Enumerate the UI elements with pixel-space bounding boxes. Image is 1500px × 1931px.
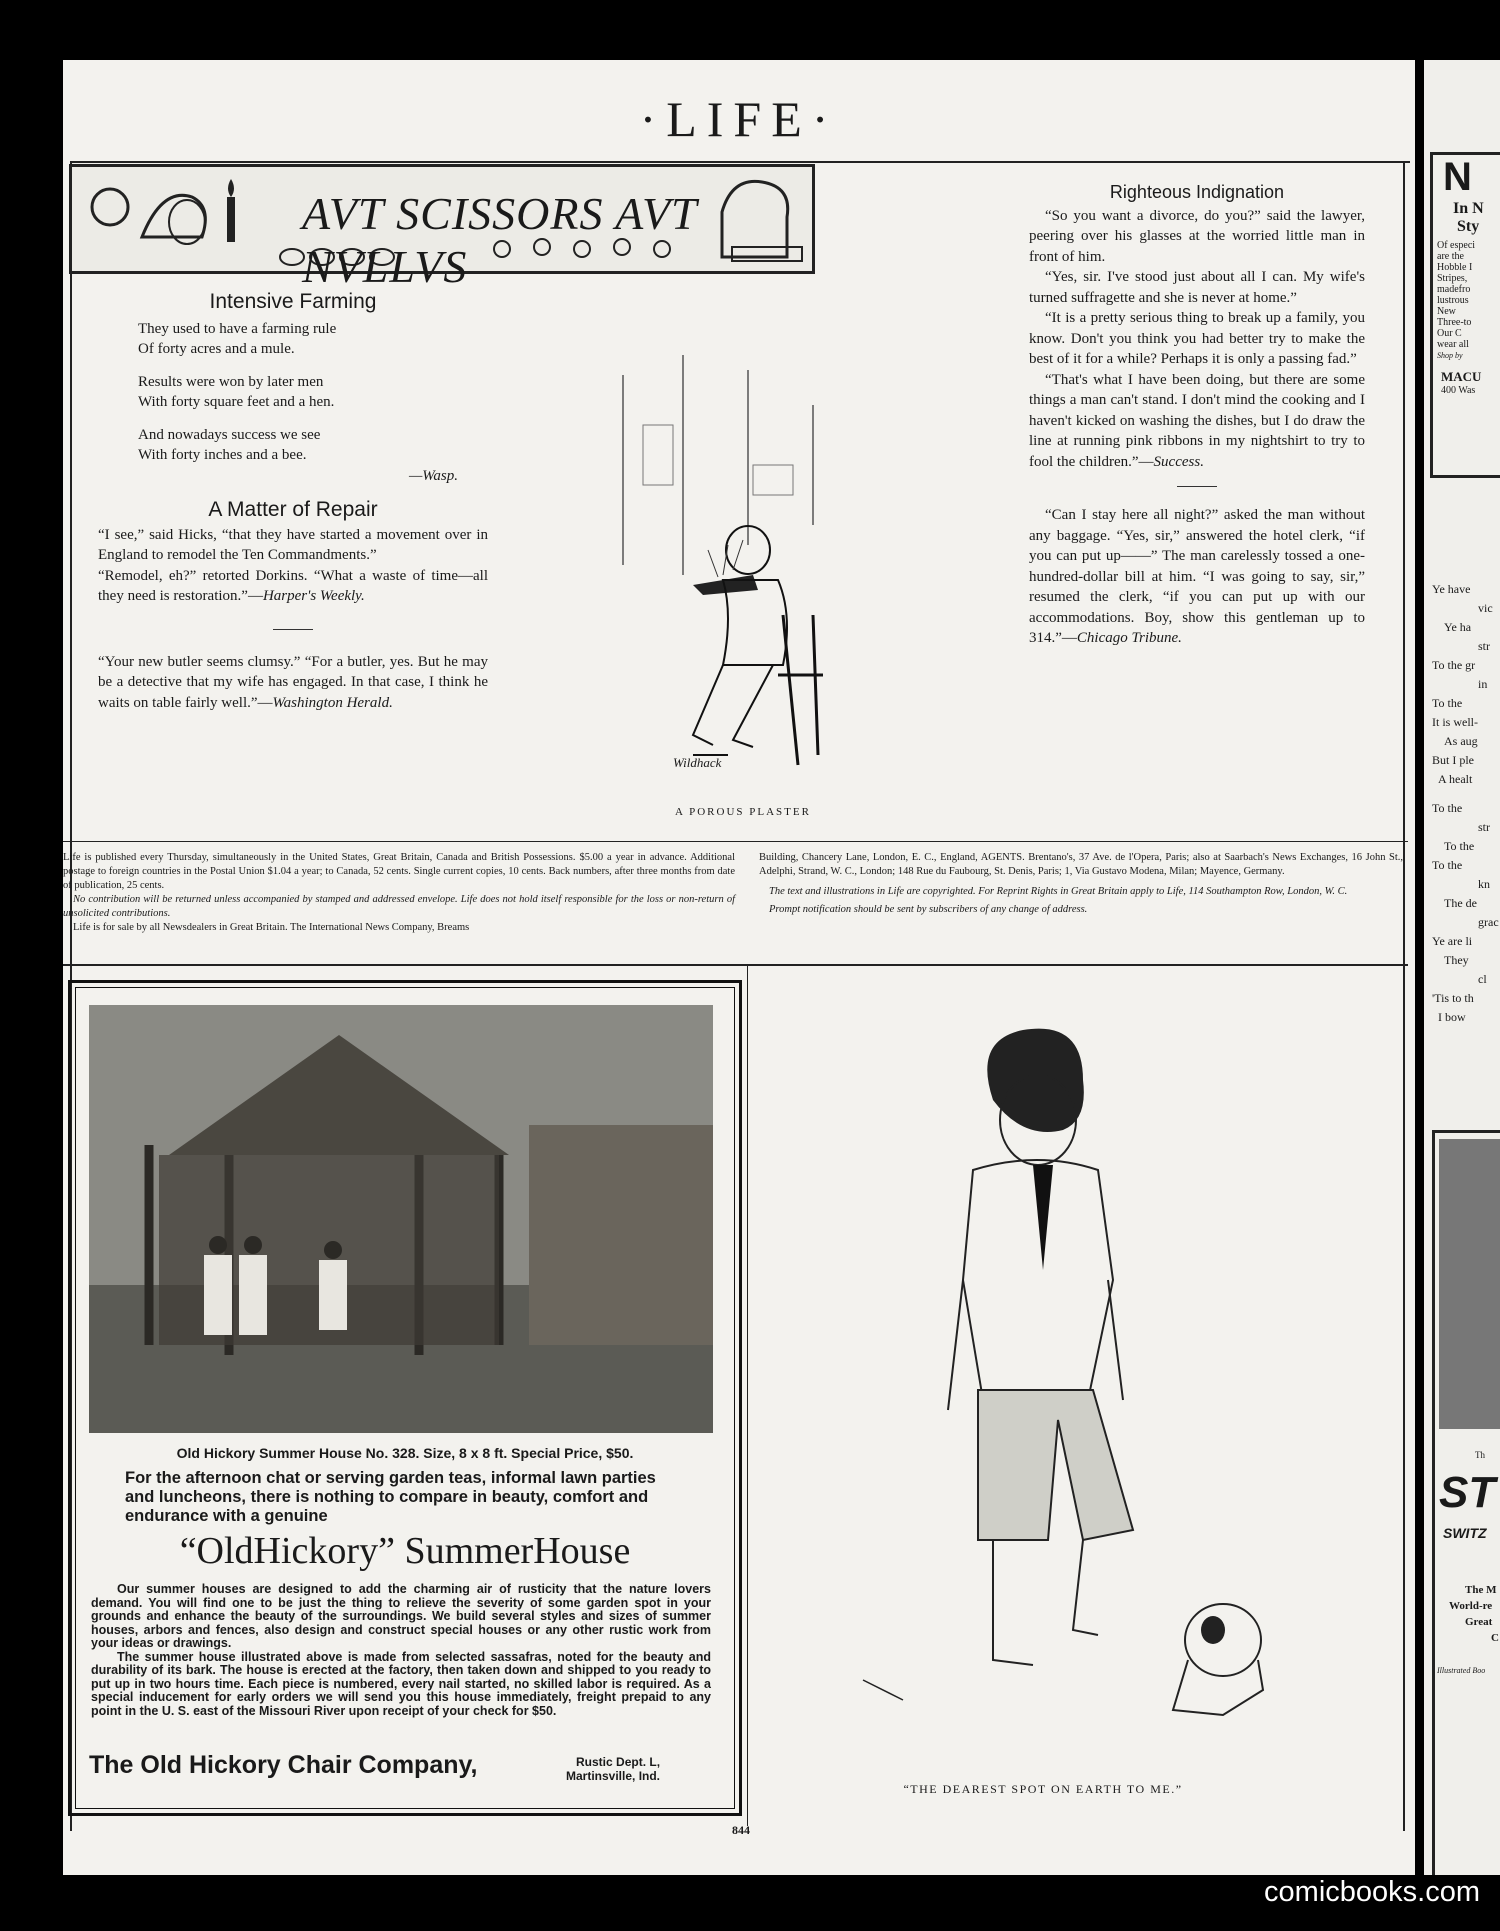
masthead: ·LIFE· (639, 91, 839, 147)
adjacent-poem-line: in (1478, 677, 1488, 691)
watermark-text: comicbooks.com (1264, 1876, 1480, 1908)
ad-photo-caption: Old Hickory Summer House No. 328. Size, 8 x 8 ft. Special Price, $50. (176, 1445, 634, 1461)
adjacent-poem-line: I bow (1438, 1010, 1466, 1024)
ad-city-line: Martinsville, Ind. (566, 1769, 661, 1783)
adjacent-ad-st: ST (1439, 1468, 1496, 1517)
adjacent-ad-small-line: Of especi (1437, 240, 1476, 251)
adjacent-ad-box (1430, 152, 1500, 478)
righteous-para: “Yes, sir. I've stood just about all I can. My wife's turned suffragette and she is never at home.” (1029, 269, 1365, 306)
adjacent-ad-line: Sty (1457, 218, 1480, 235)
adjacent-poem (1424, 580, 1500, 1027)
top-frame-rule (70, 161, 1410, 163)
righteous-para-text: “That's what I have been doing, but there are some things a man can't stand. I don't mind the cooking and I haven't kicked on washing the dishes, but I do draw the line at running pink ribbons in my nightshirt to try to fool the children.”— (1029, 371, 1365, 470)
notice-right-2: The text and illustrations in Life are copyrighted. For Reprint Rights in Great Britain apply to Life, 114 Southampton Row, London, W. C. (769, 886, 1348, 897)
adjacent-ad-line: World-re (1449, 1600, 1493, 1612)
intensive-farming-poem (98, 319, 488, 487)
ad-company-name: The Old Hickory Chair Company, (89, 1751, 478, 1779)
poem-line: Of forty acres and a mule. (138, 341, 295, 357)
righteous-heading: Righteous Indignation (1109, 182, 1285, 202)
notice-left (63, 851, 735, 935)
ad-body (91, 1583, 711, 1718)
adjacent-ad-small-text (1433, 240, 1500, 361)
adjacent-poem-line: It is well- (1432, 715, 1478, 729)
left-text-column (98, 292, 488, 713)
adjacent-poem-line: Ye have (1432, 582, 1471, 596)
ad-title: “OldHickory” SummerHouse (179, 1530, 631, 1572)
column-divider (747, 966, 748, 1826)
banner-title: AVT SCISSORS AVT NVLLVS (302, 188, 697, 292)
baggage-joke (1029, 505, 1365, 649)
adjacent-ad-small-line: wear all (1437, 339, 1469, 350)
adjacent-poem-line: str (1478, 639, 1490, 653)
adjacent-ad-line: The M (1465, 1584, 1497, 1596)
adjacent-poem-line: A healt (1438, 772, 1473, 786)
adjacent-poem-line: To the (1444, 839, 1475, 853)
aut-scissors-banner (69, 164, 815, 292)
adjacent-poem-line: 'Tis to th (1432, 991, 1474, 1005)
poem-line: They used to have a farming rule (138, 320, 337, 337)
adjacent-ad-foot: 400 Was (1441, 385, 1476, 396)
adjacent-ad-line: C (1491, 1632, 1499, 1644)
butler-joke (98, 652, 488, 714)
butler-source: Washington Herald. (272, 694, 393, 711)
righteous-source: Success. (1153, 453, 1204, 470)
cartoon-drawing (583, 315, 833, 820)
repair-para-2-text: “Remodel, eh?” retorted Dorkins. “What a waste of time—all they need is restoration.”— (98, 567, 488, 604)
righteous-para: “It is a pretty serious thing to break up a family, you know. Don't you think you had better try to make the best of it for a while? Perhaps it is only a passing fad.” (1029, 310, 1365, 367)
adjacent-ad-box-2 (1432, 1130, 1500, 1875)
adjacent-poem-line: The de (1444, 896, 1477, 910)
summer-house-illustration (89, 1005, 713, 1433)
right-text-column (1029, 182, 1365, 649)
dearest-spot-caption: “THE DEAREST SPOT ON EARTH TO ME.” (903, 1782, 1183, 1796)
adjacent-poem-line: They (1444, 953, 1469, 967)
adjacent-ad-small-line: Stripes, (1437, 273, 1468, 284)
repair-source: Harper's Weekly. (262, 588, 365, 604)
righteous-para: “So you want a divorce, do you?” said the lawyer, peering over his glasses at the worried little man in front of him. (1029, 207, 1365, 265)
repair-para-2 (98, 566, 488, 607)
notice-top-rule (63, 841, 1408, 842)
poem-line: With forty inches and a bee. (138, 447, 307, 463)
boy-and-puppy-drawing (843, 1020, 1343, 1720)
boy-and-puppy-cartoon (843, 1020, 1343, 1720)
notice-right (759, 851, 1403, 917)
baggage-source: Chicago Tribune. (1076, 630, 1182, 646)
adjacent-poem-line: kn (1478, 877, 1490, 891)
adjacent-ad-line: Illustrated Boo (1437, 1666, 1486, 1675)
adjacent-ad-small-line: Our C (1437, 328, 1462, 339)
adjacent-ad-photo (1439, 1139, 1500, 1429)
adjacent-ad-line: Great (1465, 1616, 1493, 1628)
notice-right-1: Building, Chancery Lane, London, E. C., England, AGENTS. Brentano's, 37 Ave. de l'Opera, Paris; also at Saarbach's News Exchanges, 16 John St., Adelphi, Strand, W. C., London; 148 Rue du Faubourg, St. Denis, Paris; 1, Via Gustavo Modena, Milan; Mayence, Germany. (759, 852, 1403, 877)
adjacent-poem-line: But I ple (1432, 753, 1474, 767)
notice-left-3: Life is for sale by all Newsdealers in Great Britain. The International News Company, Breams (73, 922, 470, 933)
separator (273, 629, 313, 630)
ad-body-para-2: The summer house illustrated above is made from selected sassafras, noted for the beauty and durability of its bark. The house is erected at the factory, then taken down and shipped to you ready to put up in two hours time. Each piece is numbered, every nail started, no skilled labor is required. As a special inducement for early orders we will send you this house immediately, freight prepaid to any point in the U. S. east of the Missouri River upon receipt of your check for $50. (91, 1649, 711, 1718)
cartoon-signature: Wildhack (673, 755, 722, 770)
adjacent-poem-line: As aug (1444, 734, 1478, 748)
adjacent-ad-foot: MACU (1441, 369, 1482, 384)
repair-para-1: “I see,” said Hicks, “that they have started a movement over in England to remodel the Ten Commandments.” (98, 526, 488, 563)
notice-right-3: Prompt notification should be sent by subscribers of any change of address. (769, 904, 1088, 915)
righteous-para (1029, 370, 1365, 473)
ad-dept-line: Rustic Dept. L, (576, 1755, 661, 1769)
poem-line: Results were won by later men (138, 373, 324, 390)
notice-left-1: Life is published every Thursday, simultaneously in the United States, Great Britain, Canada and British Possessions. $5.00 a year in advance. Additional postage to foreign countries in the Postal Union $1.04 a year; to Canada, 52 cents. Single current copies, 10 cents. Back numbers, after three months from date of publication, 25 cents. (63, 852, 735, 891)
porous-plaster-caption: A POROUS PLASTER (675, 806, 811, 818)
adjacent-poem-line: To the (1432, 858, 1463, 872)
ad-body-para-1: Our summer houses are designed to add the charming air of rusticity that the nature lovers demand. You will find one to be just the thing to relieve the severity of some garden spot in your grounds and enhance the beauty of the surroundings. We build several styles and sizes of summer houses, arbors and fences, also design and construct special houses or any other rustic work from your ideas or drawings. (91, 1582, 711, 1650)
poem-line: And nowadays success we see (138, 426, 321, 443)
summer-house-photo (89, 1005, 713, 1433)
adjacent-poem-line: str (1478, 820, 1490, 834)
baggage-text: “Can I stay here all night?” asked the man without any baggage. “Yes, sir,” answered the hotel clerk, “if you can put up——” The man carelessly tossed a one-hundred-dollar bill at him. “I was going to say, sir,” resumed the clerk, “if you can put up with our accommodations. Boy, show this gentleman up to 314.”— (1029, 507, 1365, 646)
adjacent-ad-line: In N (1453, 200, 1484, 217)
right-frame-rule (1403, 161, 1405, 1831)
magazine-page (63, 60, 1415, 1875)
adjacent-poem-line: To the (1432, 801, 1463, 815)
adjacent-ad-shop: Shop by (1437, 351, 1463, 360)
old-hickory-advertisement (68, 980, 742, 1816)
adjacent-poem-line: vic (1478, 601, 1493, 615)
adjacent-ad-switz: SWITZ (1443, 1525, 1487, 1541)
adjacent-page (1424, 60, 1500, 1875)
adjacent-ad-small-line: are the (1437, 251, 1464, 262)
separator (1177, 486, 1217, 487)
adjacent-ad-small-line: Hobble I (1437, 262, 1473, 273)
page-number: 844 (732, 1823, 750, 1837)
adjacent-ad-letter: N (1443, 155, 1472, 199)
adjacent-ad-small-line: lustrous (1437, 295, 1469, 306)
adjacent-poem-line: cl (1478, 972, 1487, 986)
ad-address (566, 1755, 660, 1783)
butler-text: “Your new butler seems clumsy.” “For a butler, yes. But he may be a detective that my wife has engaged. In that case, I think he waits on table fairly well.”— (98, 653, 488, 711)
intensive-farming-heading: Intensive Farming (209, 290, 377, 313)
adjacent-poem-line: Ye ha (1444, 620, 1472, 634)
poem-line: With forty square feet and a hen. (138, 394, 335, 410)
adjacent-ad-th: Th (1475, 1450, 1485, 1460)
adjacent-poem-line: Ye are li (1432, 934, 1473, 948)
adjacent-ad-small-line: New (1437, 306, 1456, 317)
porous-plaster-cartoon (583, 315, 833, 820)
adjacent-ad-small-line: Three-to (1437, 317, 1472, 328)
notice-left-2: No contribution will be returned unless accompanied by stamped and addressed envelope. Life does not hold itself responsible for the loss or non-return of unsolicited contributions. (63, 894, 735, 919)
ad-lead-text: For the afternoon chat or serving garden teas, informal lawn parties and luncheons, there is nothing to compare in beauty, comfort and endurance with a genuine (125, 1469, 656, 1525)
notice-bottom-rule (63, 964, 1408, 966)
adjacent-ad-small-line: madefro (1437, 284, 1471, 295)
adjacent-poem-line: To the (1432, 696, 1463, 710)
poem-source: —Wasp. (408, 467, 458, 484)
matter-of-repair-heading: A Matter of Repair (208, 498, 378, 521)
adjacent-poem-line: grac (1478, 915, 1499, 929)
adjacent-poem-line: To the gr (1432, 658, 1476, 672)
